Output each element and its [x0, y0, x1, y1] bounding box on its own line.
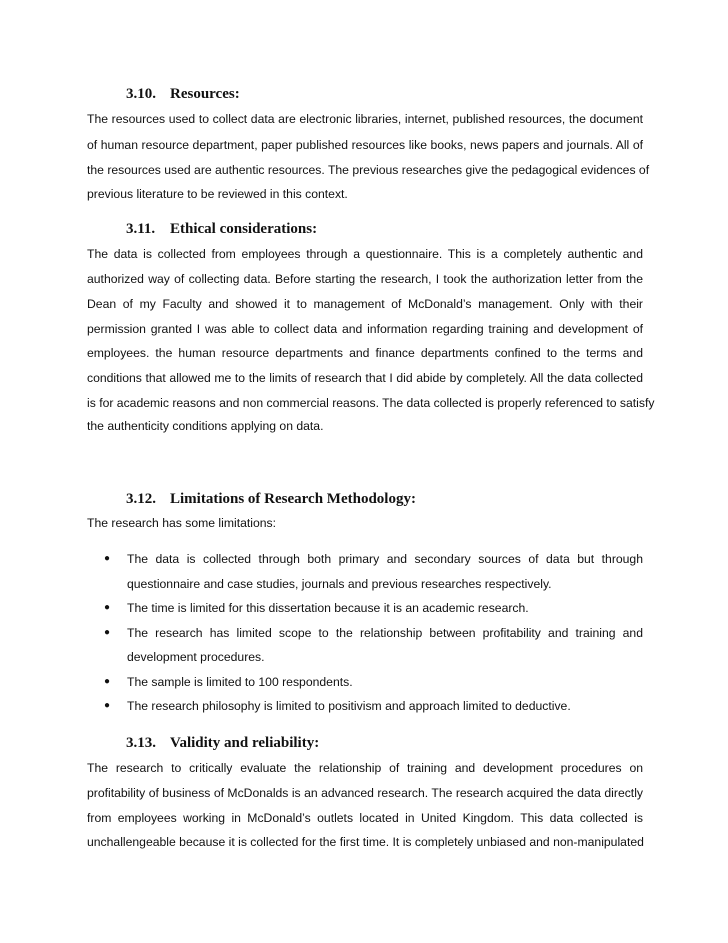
heading-limitations [126, 491, 416, 508]
heading-ethical-considerations [126, 221, 317, 238]
list-item-line: questionnaire and case studies, journals and previous researches respectively. [127, 577, 552, 591]
paragraph-line: conditions that allowed me to the limits of research that I did abide by completely. All the data collected [87, 371, 643, 385]
paragraph-line: employees. the human resource departments and finance departments confined to the terms and [87, 346, 643, 360]
paragraph-line: unchallengeable because it is collected for the first time. It is completely unbiased and non-manipulated [87, 835, 644, 849]
paragraph-line: permission granted I was able to collect data and information regarding training and development of [87, 322, 643, 336]
paragraph-line: previous literature to be reviewed in this context. [87, 187, 348, 201]
paragraph-line: The research has some limitations: [87, 516, 276, 530]
heading-title: Validity and reliability: [170, 735, 320, 751]
list-item-line: The research philosophy is limited to positivism and approach limited to deductive. [127, 699, 571, 713]
bullet-icon: ● [104, 553, 111, 564]
heading-number: 3.10. [126, 86, 156, 102]
paragraph-line: The research to critically evaluate the relationship of training and development procedures on [87, 761, 643, 775]
list-item-line: The research has limited scope to the relationship between profitability and training and [127, 626, 643, 640]
paragraph-line: the authenticity conditions applying on data. [87, 419, 324, 433]
heading-title: Resources: [170, 86, 240, 102]
bullet-icon: ● [104, 627, 111, 638]
bullet-icon: ● [104, 676, 111, 687]
list-item-line: The data is collected through both primary and secondary sources of data but through [127, 552, 643, 566]
list-item-line: The time is limited for this dissertation because it is an academic research. [127, 601, 529, 615]
heading-number: 3.11. [126, 221, 156, 237]
paragraph-line: The data is collected from employees through a questionnaire. This is a completely authentic and [87, 247, 643, 261]
heading-validity-reliability [126, 735, 319, 752]
paragraph-line: The resources used to collect data are electronic libraries, internet, published resources, the document [87, 112, 643, 126]
paragraph-line: authorized way of collecting data. Before starting the research, I took the authorization letter from the [87, 272, 643, 286]
bullet-icon: ● [104, 700, 111, 711]
heading-title: Limitations of Research Methodology: [170, 491, 416, 507]
paragraph-line: profitability of business of McDonalds is an advanced research. The research acquired the data directly [87, 786, 643, 800]
paragraph-line: of human resource department, paper published resources like books, news papers and journals. All of [87, 138, 643, 152]
list-item-line: development procedures. [127, 650, 265, 664]
bullet-icon: ● [104, 602, 111, 613]
list-item-line: The sample is limited to 100 respondents. [127, 675, 353, 689]
paragraph-line: the resources used are authentic resources. The previous researches give the pedagogical evidences of [87, 163, 650, 177]
paragraph-line: is for academic reasons and non commercial reasons. The data collected is properly referenced to satisfy [87, 396, 655, 410]
paragraph-line: Dean of my Faculty and showed it to management of McDonald’s management. Only with their [87, 297, 643, 311]
heading-title: Ethical considerations: [170, 221, 318, 237]
heading-number: 3.12. [126, 491, 156, 507]
paragraph-line: from employees working in McDonald’s outlets located in United Kingdom. This data collected is [87, 811, 643, 825]
heading-number: 3.13. [126, 735, 156, 751]
heading-resources [126, 86, 240, 103]
